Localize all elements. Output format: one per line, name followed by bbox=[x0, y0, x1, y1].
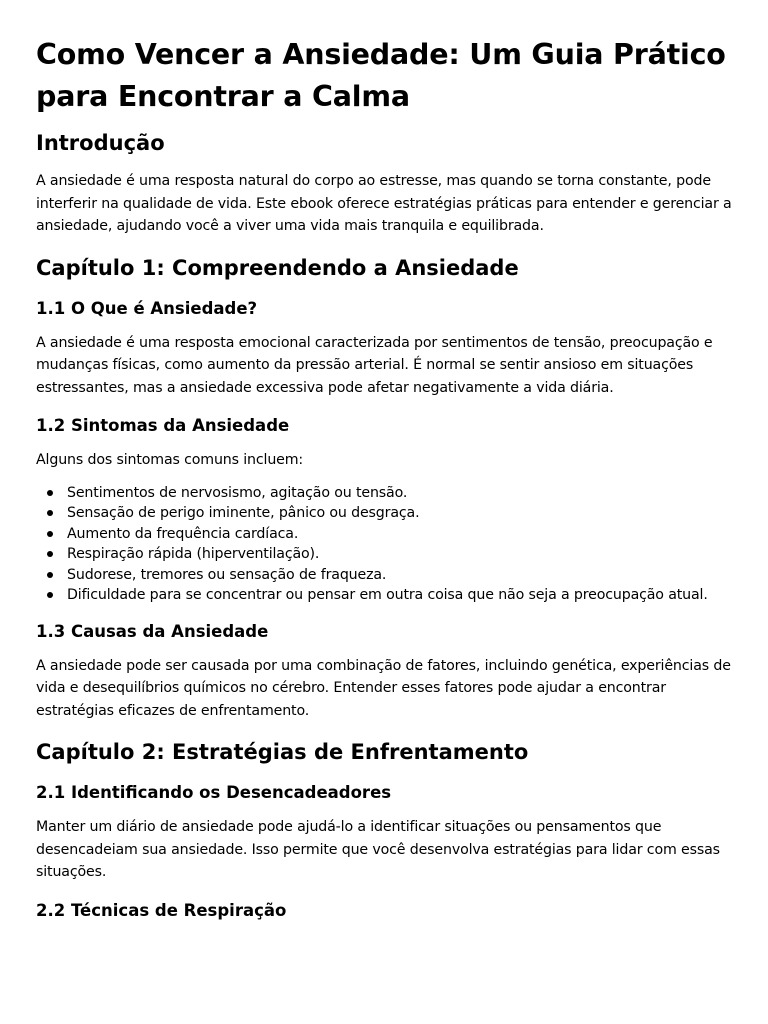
list-item-text: Respiração rápida (hiperventilação). bbox=[67, 546, 320, 562]
list-item bbox=[67, 483, 738, 504]
chapter2-heading: Capítulo 2: Estratégias de Enfrentamento bbox=[36, 740, 529, 764]
section-2-1-paragraph: Manter um diário de ansiedade pode ajudá-lo a identificar situações ou pensamentos que desencadeiam sua ansiedade. Isso permite que você desenvolva estratégias para lidar com essas situações. bbox=[36, 819, 720, 880]
bullet-icon bbox=[47, 572, 53, 578]
list-item bbox=[67, 544, 738, 565]
list-item-text: Sensação de perigo iminente, pânico ou desgraça. bbox=[67, 505, 420, 521]
list-item-text: Aumento da frequência cardíaca. bbox=[67, 525, 299, 542]
list-item-text: Dificuldade para se concentrar ou pensar em outra coisa que não seja a preocupação atual. bbox=[67, 587, 708, 603]
list-item bbox=[67, 565, 738, 586]
list-item bbox=[67, 503, 738, 524]
list-item bbox=[67, 585, 738, 606]
document-title: Como Vencer a Ansiedade: Um Guia Prático para Encontrar a Calma bbox=[36, 38, 726, 113]
section-1-1-heading: 1.1 O Que é Ansiedade? bbox=[36, 298, 258, 318]
bullet-icon bbox=[47, 592, 53, 598]
list-item bbox=[67, 524, 738, 545]
section-1-1-paragraph: A ansiedade é uma resposta emocional caracterizada por sentimentos de tensão, preocupação e mudanças físicas, como aumento da pressão arterial. É normal se sentir ansioso em situações estressantes, mas a ansiedade excessiva pode afetar negativamente a vida diária. bbox=[36, 334, 713, 396]
section-2-2-heading: 2.2 Técnicas de Respiração bbox=[36, 900, 287, 920]
section-1-3-paragraph: A ansiedade pode ser causada por uma combinação de fatores, incluindo genética, experiências de vida e desequilíbrios químicos no cérebro. Entender esses fatores pode ajudar a encontrar estratégias eficazes de enfrentamento. bbox=[36, 657, 731, 719]
intro-heading: Introdução bbox=[36, 131, 165, 155]
bullet-icon bbox=[47, 531, 53, 537]
section-2-1-heading: 2.1 Identificando os Desencadeadores bbox=[36, 783, 392, 802]
section-1-2-paragraph: Alguns dos sintomas comuns incluem: bbox=[36, 452, 304, 468]
list-item-text: Sentimentos de nervosismo, agitação ou tensão. bbox=[67, 484, 408, 501]
chapter1-heading: Capítulo 1: Compreendendo a Ansiedade bbox=[36, 255, 519, 280]
bullet-icon bbox=[47, 551, 53, 557]
intro-paragraph: A ansiedade é uma resposta natural do corpo ao estresse, mas quando se torna constante, pode interferir na qualidade de vida. Este ebook oferece estratégias práticas para entender e gerenciar a ansiedade, ajudando você a viver uma vida mais tranquila e equilibrada. bbox=[36, 173, 732, 234]
section-1-3-heading: 1.3 Causas da Ansiedade bbox=[36, 621, 269, 641]
list-item-text: Sudorese, tremores ou sensação de fraqueza. bbox=[67, 566, 387, 583]
bullet-icon bbox=[47, 510, 53, 516]
symptoms-list bbox=[36, 483, 738, 606]
bullet-icon bbox=[47, 490, 53, 496]
section-1-2-heading: 1.2 Sintomas da Ansiedade bbox=[36, 416, 290, 435]
